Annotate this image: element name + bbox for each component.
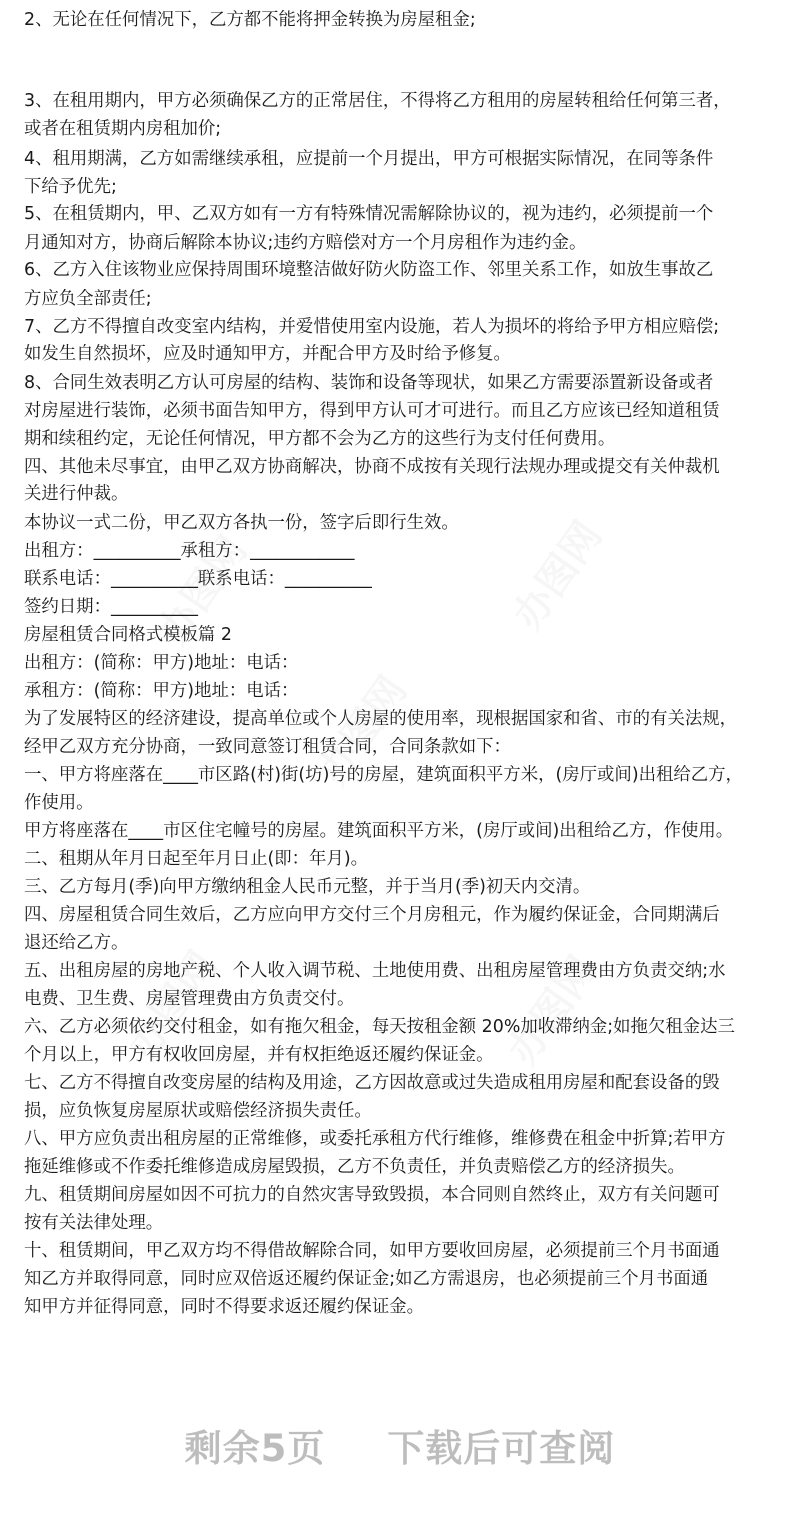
text-line: 经甲乙双方充分协商，一致同意签订租赁合同，合同条款如下： bbox=[24, 737, 511, 757]
text-line: 损，应负恢复房屋原状或赔偿经济损失责任。 bbox=[24, 1101, 372, 1121]
remaining-pages-label: 剩余5页 bbox=[184, 1427, 326, 1470]
text-line: 7、乙方不得擅自改变室内结构，并爱惜使用室内设施，若人为损坏的将给予甲方相应赔偿; bbox=[24, 317, 720, 337]
text-line: 5、在租赁期内，甲、乙双方如有一方有特殊情况需解除协议的，视为违约，必须提前一个 bbox=[24, 204, 714, 224]
text-line: 下给予优先; bbox=[24, 177, 117, 197]
text-line: 知甲方并征得同意，同时不得要求返还履约保证金。 bbox=[24, 1297, 424, 1317]
text-line: 月通知对方，协商后解除本协议;违约方赔偿对方一个月房租作为违约金。 bbox=[24, 233, 587, 253]
text-line: 九、租赁期间房屋如因不可抗力的自然灾害导致毁损，本合同则自然终止，双方有关问题可 bbox=[24, 1185, 720, 1205]
sign-date-line: 签约日期：__________ bbox=[24, 597, 198, 617]
text-line: 作使用。 bbox=[24, 793, 94, 813]
text-line: 甲方将座落在____市区住宅幢号的房屋。建筑面积平方米，(房厅或间)出租给乙方，作使用。 bbox=[24, 821, 734, 841]
text-line: 按有关法律处理。 bbox=[24, 1213, 164, 1233]
text-line: 知乙方并取得同意，同时应双倍返还履约保证金;如乙方需退房，也必须提前三个月书面通 bbox=[24, 1269, 709, 1289]
text-line: 出租方：(简称：甲方)地址：电话： bbox=[24, 653, 299, 673]
text-line: 三、乙方每月(季)向甲方缴纳租金人民币元整，并于当月(季)初天内交清。 bbox=[24, 877, 591, 897]
text-line: 为了发展特区的经济建设，提高单位或个人房屋的使用率，现根据国家和省、市的有关法规， bbox=[24, 709, 738, 729]
text-line: 3、在租用期内，甲方必须确保乙方的正常居住，不得将乙方租用的房屋转租给任何第三者， bbox=[24, 91, 731, 111]
text-line: 一、甲方将座落在____市区路(村)街(坊)号的房屋，建筑面积平方米，(房厅或间)出租给乙方， bbox=[24, 765, 743, 785]
text-line: 本协议一式二份，甲乙双方各执一份，签字后即行生效。 bbox=[24, 513, 459, 533]
text-line: 如发生自然损坏，应及时通知甲方，并配合甲方及时给予修复。 bbox=[24, 344, 511, 364]
text-line: 承租方：(简称：甲方)地址：电话： bbox=[24, 681, 299, 701]
text-line: 期和续租约定，无论任何情况，甲方都不会为乙方的这些行为支付任何费用。 bbox=[24, 429, 616, 449]
text-line: 6、乙方入住该物业应保持周围环境整洁做好防火防盗工作、邻里关系工作，如放生事故乙 bbox=[24, 260, 714, 280]
download-to-view-label[interactable]: 下载后可查阅 bbox=[387, 1427, 616, 1470]
text-line: 或者在租赁期内房租加价; bbox=[24, 119, 222, 139]
section-title: 房屋租赁合同格式模板篇 2 bbox=[24, 625, 232, 645]
text-line: 七、乙方不得擅自改变房屋的结构及用途，乙方因故意或过失造成租用房屋和配套设备的毁 bbox=[24, 1073, 720, 1093]
text-line: 关进行仲裁。 bbox=[24, 484, 129, 504]
signature-lessor-line: 出租方：__________承租方：____________ bbox=[24, 541, 355, 561]
text-line: 六、乙方必须依约交付租金，如有拖欠租金，每天按租金额 20%加收滞纳金;如拖欠租金达三 bbox=[24, 1017, 735, 1037]
text-line: 个月以上，甲方有权收回房屋，并有权拒绝返还履约保证金。 bbox=[24, 1045, 494, 1065]
text-line: 拖延维修或不作委托维修造成房屋毁损，乙方不负责任，并负责赔偿乙方的经济损失。 bbox=[24, 1157, 685, 1177]
text-line: 4、租用期满，乙方如需继续承租，应提前一个月提出，甲方可根据实际情况，在同等条件 bbox=[24, 149, 714, 169]
text-line: 八、甲方应负责出租房屋的正常维修，或委托承租方代行维修，维修费在租金中折算;若甲方 bbox=[24, 1129, 726, 1149]
text-line: 退还给乙方。 bbox=[24, 933, 129, 953]
text-line: 8、合同生效表明乙方认可房屋的结构、装饰和设备等现状，如果乙方需要添置新设备或者 bbox=[24, 373, 714, 393]
watermark bbox=[497, 508, 613, 639]
text-line: 二、租期从年月日起至年月日止(即：年月)。 bbox=[24, 849, 368, 869]
text-line: 方应负全部责任; bbox=[24, 289, 152, 309]
text-line: 对房屋进行装饰，必须书面告知甲方，得到甲方认可才可进行。而且乙方应该已经知道租赁 bbox=[24, 401, 720, 421]
contact-phone-line: 联系电话：__________联系电话：__________ bbox=[24, 569, 372, 589]
text-line: 十、租赁期间，甲乙双方均不得借故解除合同，如甲方要收回房屋，必须提前三个月书面通 bbox=[24, 1241, 720, 1261]
text-line: 四、其他未尽事宜，由甲乙双方协商解决，协商不成按有关现行法规办理或提交有关仲裁机 bbox=[24, 457, 720, 477]
text-line: 五、出租房屋的房地产税、个人收入调节税、土地使用费、出租房屋管理费由方负责交纳;水 bbox=[24, 961, 726, 981]
text-line: 四、房屋租赁合同生效后，乙方应向甲方交付三个月房租元，作为履约保证金，合同期满后 bbox=[24, 905, 720, 925]
text-line: 电费、卫生费、房屋管理费由方负责交付。 bbox=[24, 989, 355, 1009]
text-line: 2、无论在任何情况下，乙方都不能将押金转换为房屋租金; bbox=[24, 10, 476, 30]
download-banner[interactable] bbox=[0, 1418, 800, 1472]
